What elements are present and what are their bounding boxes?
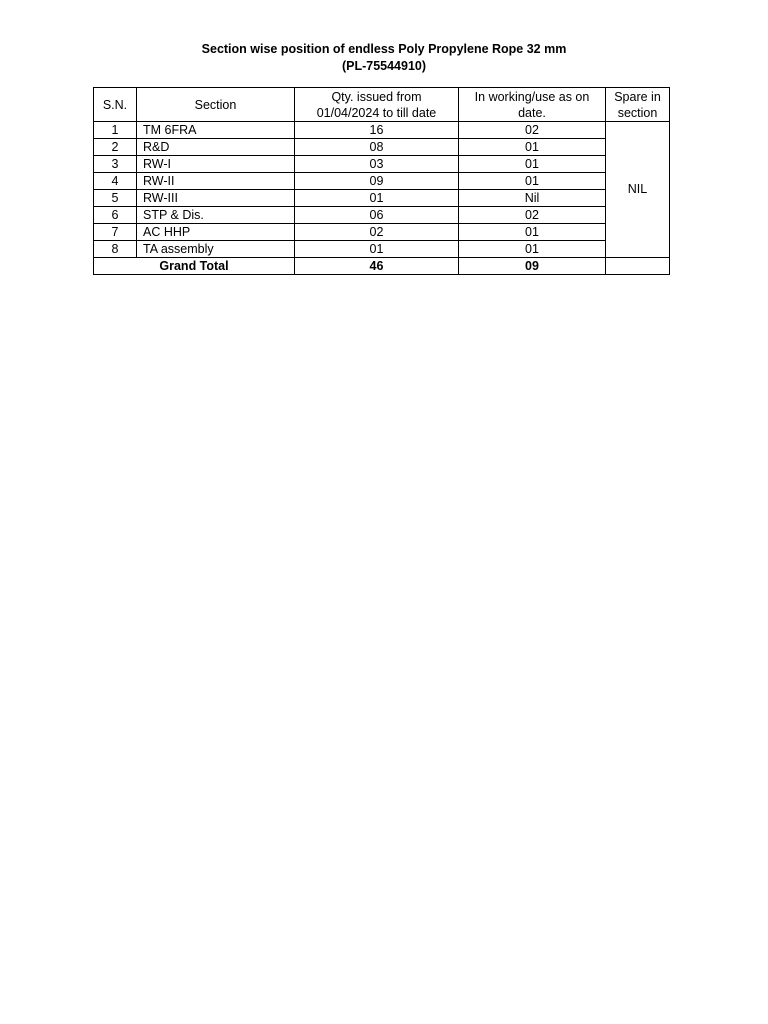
row-in-working: 01: [459, 173, 606, 190]
table-row: [94, 122, 670, 139]
table-row: [94, 190, 670, 207]
row-section: STP & Dis.: [137, 207, 295, 224]
row-qty-issued: 16: [295, 122, 459, 139]
header-in-working: In working/use as on date.: [459, 88, 606, 122]
spare-in-section-value: NIL: [606, 122, 670, 258]
row-in-working: 01: [459, 241, 606, 258]
row-section: RW-III: [137, 190, 295, 207]
row-section: R&D: [137, 139, 295, 156]
row-qty-issued: 02: [295, 224, 459, 241]
grand-total-in-working: 09: [459, 258, 606, 275]
row-sn: 7: [94, 224, 137, 241]
title-line-1: Section wise position of endless Poly Propylene Rope 32 mm: [201, 42, 567, 56]
table-row: [94, 241, 670, 258]
row-qty-issued: 08: [295, 139, 459, 156]
row-in-working: Nil: [459, 190, 606, 207]
row-section: RW-II: [137, 173, 295, 190]
row-in-working: 02: [459, 122, 606, 139]
header-section: Section: [137, 88, 295, 122]
table-row: [94, 207, 670, 224]
header-sn: S.N.: [94, 88, 137, 122]
table-row: [94, 224, 670, 241]
row-section: AC HHP: [137, 224, 295, 241]
row-section: RW-I: [137, 156, 295, 173]
header-spare: Spare in section: [606, 88, 670, 122]
row-in-working: 01: [459, 224, 606, 241]
row-sn: 2: [94, 139, 137, 156]
table-row: [94, 156, 670, 173]
row-sn: 5: [94, 190, 137, 207]
document-title: [0, 41, 768, 75]
grand-total-label: Grand Total: [94, 258, 295, 275]
grand-total-qty-issued: 46: [295, 258, 459, 275]
rope-position-table: [93, 87, 670, 275]
row-qty-issued: 06: [295, 207, 459, 224]
grand-total-spare: [606, 258, 670, 275]
row-in-working: 01: [459, 156, 606, 173]
row-sn: 1: [94, 122, 137, 139]
row-sn: 3: [94, 156, 137, 173]
row-qty-issued: 01: [295, 190, 459, 207]
table-row: [94, 173, 670, 190]
row-sn: 4: [94, 173, 137, 190]
grand-total-row: [94, 258, 670, 275]
row-in-working: 02: [459, 207, 606, 224]
row-qty-issued: 03: [295, 156, 459, 173]
row-qty-issued: 09: [295, 173, 459, 190]
row-in-working: 01: [459, 139, 606, 156]
table-row: [94, 139, 670, 156]
table-header-row: [94, 88, 670, 122]
title-line-2: (PL-75544910): [341, 59, 427, 73]
row-section: TM 6FRA: [137, 122, 295, 139]
row-sn: 6: [94, 207, 137, 224]
row-section: TA assembly: [137, 241, 295, 258]
row-qty-issued: 01: [295, 241, 459, 258]
row-sn: 8: [94, 241, 137, 258]
header-qty-issued: Qty. issued from 01/04/2024 to till date: [295, 88, 459, 122]
